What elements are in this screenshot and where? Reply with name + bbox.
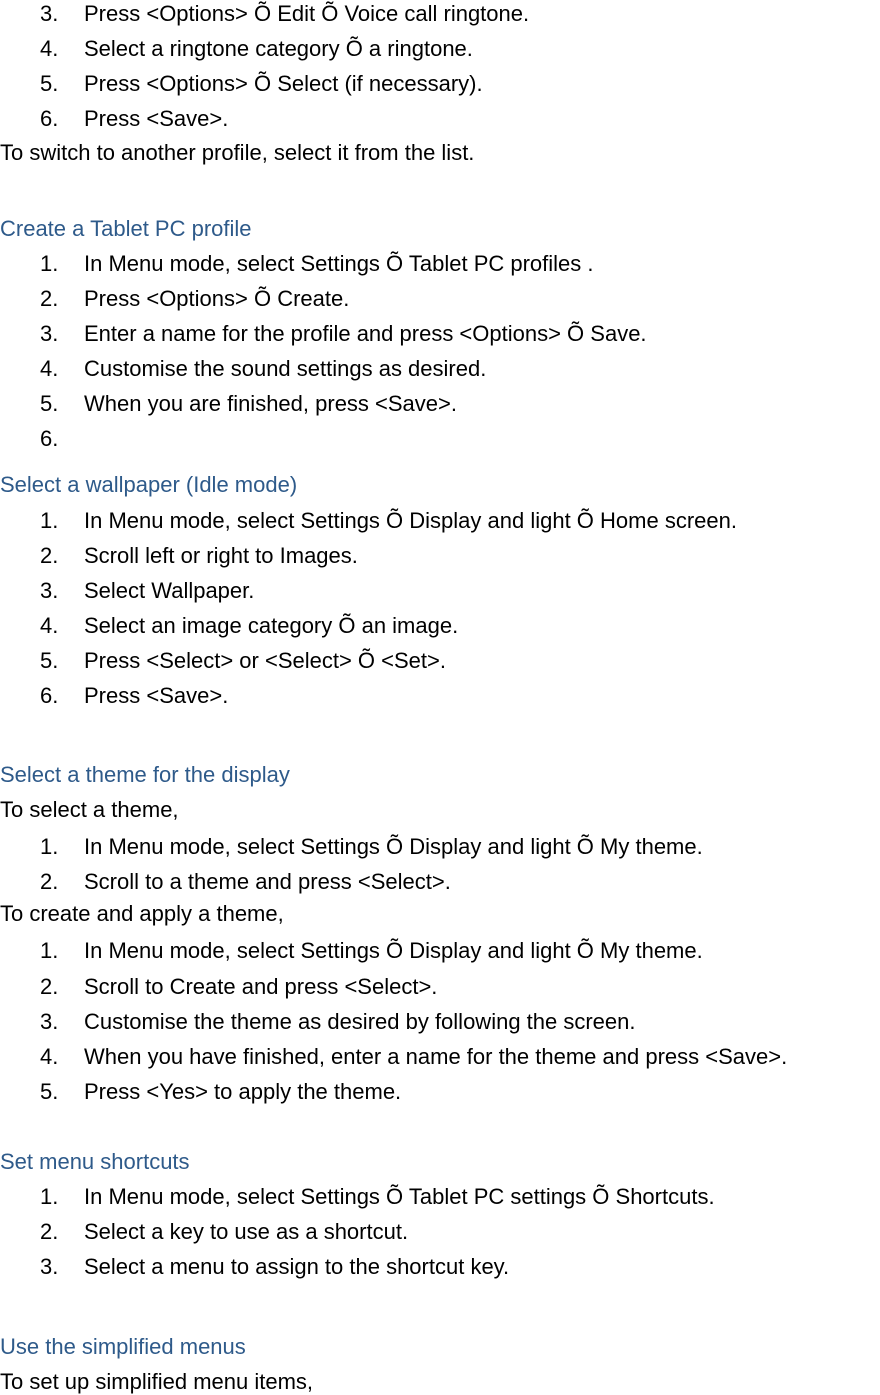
- list-item: [40, 613, 458, 639]
- step-number: 4.: [40, 36, 59, 61]
- list-item: [40, 508, 737, 534]
- list-item: [40, 834, 703, 860]
- step-number: 3.: [40, 321, 59, 346]
- list-item: [40, 1079, 401, 1105]
- step-number: 5.: [40, 1079, 59, 1104]
- step-number: 3.: [40, 1009, 59, 1034]
- step-number: 6.: [40, 426, 59, 451]
- step-number: 2.: [40, 974, 59, 999]
- step-number: 1.: [40, 251, 59, 276]
- step-text: In Menu mode, select Settings Õ Display and light Õ Home screen.: [84, 508, 737, 533]
- step-number: 5.: [40, 648, 59, 673]
- step-number: 3.: [40, 1, 59, 26]
- step-text: Press <Options> Õ Create.: [84, 286, 350, 311]
- step-number: 4.: [40, 1044, 59, 1069]
- step-text: When you have finished, enter a name for the theme and press <Save>.: [84, 1044, 788, 1069]
- list-item: [40, 1044, 787, 1070]
- step-number: 3.: [40, 1254, 59, 1279]
- step-text: Scroll left or right to Images.: [84, 543, 358, 568]
- list-item: [40, 106, 228, 132]
- step-number: 3.: [40, 578, 59, 603]
- step-text: Press <Select> or <Select> Õ <Set>.: [84, 648, 446, 673]
- list-item: [40, 1254, 509, 1280]
- list-item: [40, 683, 228, 709]
- step-number: 6.: [40, 106, 59, 131]
- step-text: Press <Options> Õ Select (if necessary).: [84, 71, 483, 96]
- step-text: Press <Yes> to apply the theme.: [84, 1079, 402, 1104]
- step-text: Enter a name for the profile and press <Options> Õ Save.: [84, 321, 647, 346]
- step-text: Scroll to Create and press <Select>.: [84, 974, 438, 999]
- step-number: 4.: [40, 356, 59, 381]
- step-number: 5.: [40, 71, 59, 96]
- step-text: In Menu mode, select Settings Õ Tablet PC settings Õ Shortcuts.: [84, 1184, 715, 1209]
- step-text: Press <Options> Õ Edit Õ Voice call ringtone.: [84, 1, 530, 26]
- section-heading-simplified-menus: Use the simplified menus: [0, 1334, 246, 1359]
- section-heading-theme: Select a theme for the display: [0, 762, 290, 787]
- step-text: In Menu mode, select Settings Õ Display and light Õ My theme.: [84, 834, 703, 859]
- list-item: [40, 71, 483, 97]
- step-text: Select a ringtone category Õ a ringtone.: [84, 36, 473, 61]
- list-item: [40, 36, 473, 62]
- step-number: 1.: [40, 834, 59, 859]
- list-item: [40, 391, 457, 417]
- section-heading-shortcuts: Set menu shortcuts: [0, 1149, 190, 1174]
- step-text: In Menu mode, select Settings Õ Display and light Õ My theme.: [84, 938, 703, 963]
- list-item: [40, 1009, 636, 1035]
- step-text: Scroll to a theme and press <Select>.: [84, 869, 451, 894]
- list-item: [40, 1184, 715, 1210]
- list-item: [40, 321, 647, 347]
- theme-intro-paragraph: To select a theme,: [0, 797, 179, 822]
- list-item: [40, 578, 254, 604]
- list-item: [40, 974, 437, 1000]
- intro-note: To switch to another profile, select it from the list.: [0, 140, 475, 165]
- step-text: Select a key to use as a shortcut.: [84, 1219, 409, 1244]
- step-number: 1.: [40, 508, 59, 533]
- list-item: [40, 251, 594, 277]
- list-item: [40, 1219, 408, 1245]
- step-number: 2.: [40, 1219, 59, 1244]
- list-item: [40, 648, 446, 674]
- step-number: 5.: [40, 391, 59, 416]
- list-item: [40, 938, 703, 964]
- list-item: [40, 1, 529, 27]
- step-text: Press <Save>.: [84, 106, 229, 131]
- theme-create-paragraph: To create and apply a theme,: [0, 901, 284, 926]
- step-text: Customise the theme as desired by following the screen.: [84, 1009, 636, 1034]
- section-heading-create-profile: Create a Tablet PC profile: [0, 216, 252, 241]
- step-text: Press <Save>.: [84, 683, 229, 708]
- step-number: 4.: [40, 613, 59, 638]
- list-item: [40, 869, 451, 895]
- step-text: When you are finished, press <Save>.: [84, 391, 457, 416]
- simplified-menus-paragraph: To set up simplified menu items,: [0, 1369, 314, 1394]
- section-heading-wallpaper: Select a wallpaper (Idle mode): [0, 472, 298, 497]
- step-number: 6.: [40, 683, 59, 708]
- step-number: 1.: [40, 938, 59, 963]
- step-number: 1.: [40, 1184, 59, 1209]
- step-number: 2.: [40, 286, 59, 311]
- list-item: [40, 543, 358, 569]
- step-text: Select an image category Õ an image.: [84, 613, 459, 638]
- step-number: 2.: [40, 869, 59, 894]
- step-text: Select Wallpaper.: [84, 578, 255, 603]
- list-item: [40, 286, 349, 312]
- step-text: Select a menu to assign to the shortcut key.: [84, 1254, 510, 1279]
- step-text: In Menu mode, select Settings Õ Tablet PC profiles .: [84, 251, 594, 276]
- step-number: 2.: [40, 543, 59, 568]
- list-item: [40, 356, 486, 382]
- list-item: [40, 426, 84, 452]
- step-text: Customise the sound settings as desired.: [84, 356, 487, 381]
